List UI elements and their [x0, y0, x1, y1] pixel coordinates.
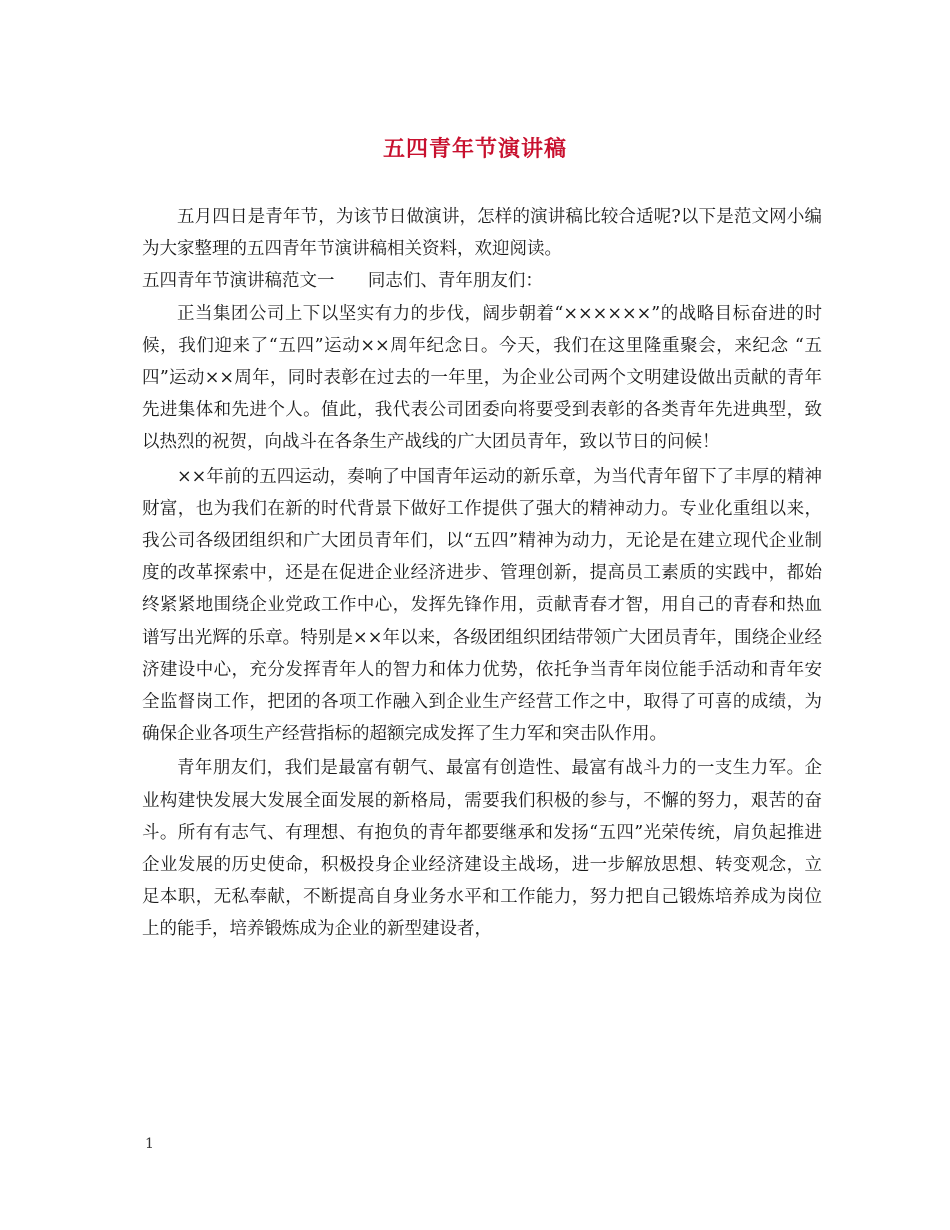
document-title: 五四青年节演讲稿 — [382, 136, 567, 162]
section-heading: 五四青年节演讲稿范文一 同志们、青年朋友们： — [142, 271, 543, 292]
document-body — [142, 201, 822, 946]
body-paragraph-3: 青年朋友们，我们是最富有朝气、最富有创造性、最富有战斗力的一支生力军。企业构建快发展大发展全面发展的新格局，需要我们积极的参与，不懈的努力，艰苦的奋斗。所有有志气、有理想、有抱负的青年都要继承和发扬“五四”光荣传统，肩负起推进企业发展的历史使命，积极投身企业经济建设主战场，进一步解放思想、转变观念，立足本职，无私奉献，不断提高自身业务水平和工作能力，努力把自己锻炼培养成为岗位上的能手，培养锻炼成为企业的新型建设者， — [142, 758, 822, 940]
page-number: 1 — [145, 1136, 154, 1152]
body-paragraph-2: ××年前的五四运动，奏响了中国青年运动的新乐章，为当代青年留下了丰厚的精神财富，也为我们在新的时代背景下做好工作提供了强大的精神动力。专业化重组以来，我公司各级团组织和广大团员青年们，以“五四”精神为动力，无论是在建立现代企业制度的改革探索中，还是在促进企业经济进步、管理创新，提高员工素质的实践中，都始终紧紧地围绕企业党政工作中心，发挥先锋作用，贡献青春才智，用自己的青春和热血谱写出光辉的乐章。特别是××年以来，各级团组织团结带领广大团员青年，围绕企业经济建设中心，充分发挥青年人的智力和体力优势，依托争当青年岗位能手活动和青年安全监督岗工作，把团的各项工作融入到企业生产经营工作之中，取得了可喜的成绩，为确保企业各项生产经营指标的超额完成发挥了生力军和突击队作用。 — [142, 466, 822, 745]
body-paragraph-1: 正当集团公司上下以坚实有力的步伐，阔步朝着“××××××”的战略目标奋进的时候，我们迎来了“五四”运动××周年纪念日。今天，我们在这里隆重聚会，来纪念 “五四”运动××周年，同时表彰在过去的一年里，为企业公司两个文明建设做出贡献的青年先进集体和先进个人。值此，我代表公司团委向将要受到表彰的各类青年先进典型，致以热烈的祝贺，向战斗在各条生产战线的广大团员青年，致以节日的问候！ — [142, 303, 822, 453]
intro-paragraph: 五月四日是青年节，为该节日做演讲，怎样的演讲稿比较合适呢?以下是范文网小编为大家整理的五四青年节演讲稿相关资料，欢迎阅读。 — [142, 207, 822, 260]
